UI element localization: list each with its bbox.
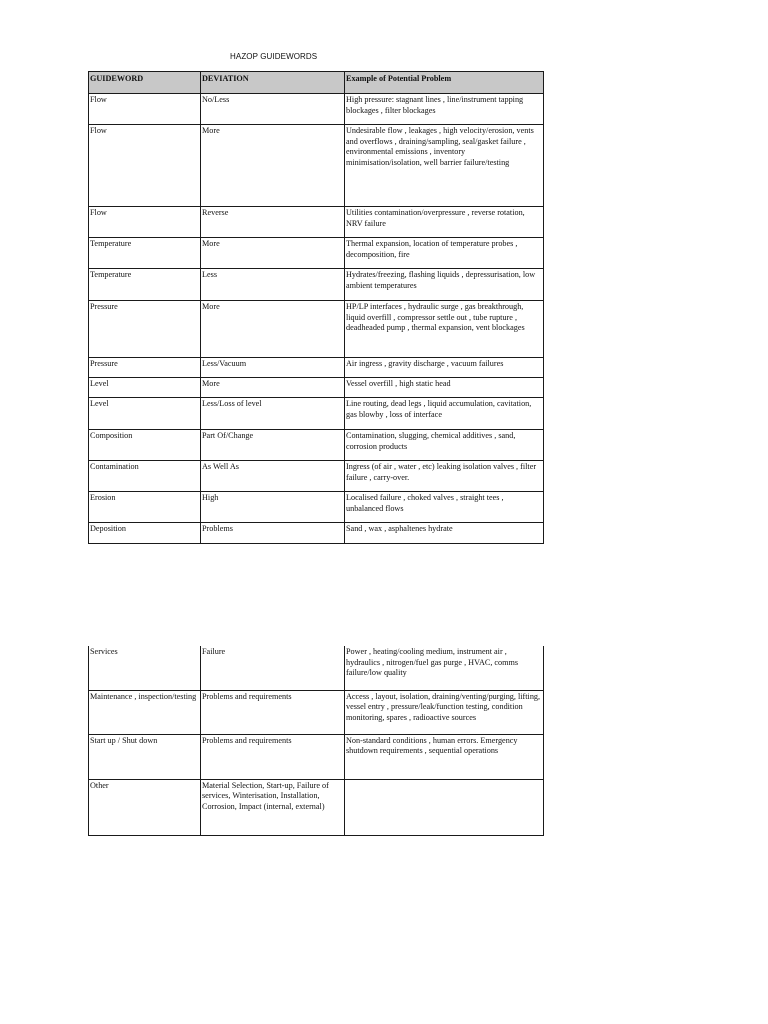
deviation-cell: Material Selection, Start-up, Failure of services, Winterisation, Installation, Corrosion, Impact (internal, external)	[201, 779, 345, 835]
guideword-cell: Flow	[89, 94, 201, 125]
table-row	[89, 779, 544, 835]
example-cell: Ingress (of air , water , etc) leaking isolation valves , filter failure , carry-over.	[345, 461, 544, 492]
guideword-cell: Temperature	[89, 269, 201, 301]
deviation-cell: More	[201, 125, 345, 207]
example-cell: Utilities contamination/overpressure , reverse rotation, NRV failure	[345, 207, 544, 238]
table-row	[89, 461, 544, 492]
guideword-cell: Start up / Shut down	[89, 734, 201, 779]
example-cell	[345, 779, 544, 835]
guideword-cell: Contamination	[89, 461, 201, 492]
example-cell: HP/LP interfaces , hydraulic surge , gas breakthrough, liquid overfill , compressor settle out , tube rupture , deadheaded pump , thermal expansion, vent blockages	[345, 301, 544, 358]
example-cell: Power , heating/cooling medium, instrument air , hydraulics , nitrogen/fuel gas purge , HVAC, comms failure/low quality	[345, 646, 544, 690]
guideword-cell: Level	[89, 378, 201, 398]
deviation-cell: Less/Loss of level	[201, 398, 345, 430]
table-row	[89, 378, 544, 398]
guideword-cell: Deposition	[89, 523, 201, 544]
hazop-guidewords-table-continued	[88, 646, 544, 836]
table-row	[89, 690, 544, 734]
example-cell: Localised failure , choked valves , straight tees , unbalanced flows	[345, 492, 544, 523]
table-row	[89, 301, 544, 358]
deviation-cell: Problems	[201, 523, 345, 544]
table-header-row	[89, 72, 544, 94]
table-row	[89, 269, 544, 301]
deviation-cell: Less/Vacuum	[201, 358, 345, 378]
table-row	[89, 646, 544, 690]
deviation-cell: High	[201, 492, 345, 523]
deviation-cell: Reverse	[201, 207, 345, 238]
table-row	[89, 523, 544, 544]
example-cell: Thermal expansion, location of temperature probes , decomposition, fire	[345, 238, 544, 269]
header-guideword: GUIDEWORD	[89, 72, 201, 94]
guideword-cell: Other	[89, 779, 201, 835]
example-cell: Contamination, slugging, chemical additives , sand, corrosion products	[345, 430, 544, 461]
table-row	[89, 492, 544, 523]
guideword-cell: Pressure	[89, 358, 201, 378]
example-cell: Vessel overfill , high static head	[345, 378, 544, 398]
hazop-guidewords-table	[88, 71, 544, 544]
guideword-cell: Composition	[89, 430, 201, 461]
example-cell: High pressure: stagnant lines , line/instrument tapping blockages , filter blockages	[345, 94, 544, 125]
table-row	[89, 734, 544, 779]
guideword-cell: Level	[89, 398, 201, 430]
example-cell: Line routing, dead legs , liquid accumulation, cavitation, gas blowby , loss of interface	[345, 398, 544, 430]
header-deviation: DEVIATION	[201, 72, 345, 94]
table-row	[89, 430, 544, 461]
guideword-cell: Flow	[89, 207, 201, 238]
deviation-cell: No/Less	[201, 94, 345, 125]
table-row	[89, 207, 544, 238]
deviation-cell: Problems and requirements	[201, 690, 345, 734]
header-example: Example of Potential Problem	[345, 72, 544, 94]
table-row	[89, 125, 544, 207]
example-cell: Hydrates/freezing, flashing liquids , depressurisation, low ambient temperatures	[345, 269, 544, 301]
example-cell: Access , layout, isolation, draining/venting/purging, lifting, vessel entry , pressure/leak/function testing, condition monitoring, spares , radioactive sources	[345, 690, 544, 734]
document-title: HAZOP GUIDEWORDS	[230, 52, 318, 61]
table-row	[89, 398, 544, 430]
deviation-cell: Failure	[201, 646, 345, 690]
example-cell: Sand , wax , asphaltenes hydrate	[345, 523, 544, 544]
guideword-cell: Flow	[89, 125, 201, 207]
deviation-cell: Less	[201, 269, 345, 301]
example-cell: Undesirable flow , leakages , high velocity/erosion, vents and overflows , draining/sampling, seal/gasket failure , environmental emissions , inventory minimisation/isolation, well barrier failure/testing	[345, 125, 544, 207]
deviation-cell: Problems and requirements	[201, 734, 345, 779]
deviation-cell: Part Of/Change	[201, 430, 345, 461]
deviation-cell: More	[201, 238, 345, 269]
guideword-cell: Temperature	[89, 238, 201, 269]
guideword-cell: Services	[89, 646, 201, 690]
deviation-cell: As Well As	[201, 461, 345, 492]
guideword-cell: Erosion	[89, 492, 201, 523]
example-cell: Air ingress , gravity discharge , vacuum failures	[345, 358, 544, 378]
guideword-cell: Pressure	[89, 301, 201, 358]
table-row	[89, 238, 544, 269]
example-cell: Non-standard conditions , human errors. Emergency shutdown requirements , sequential operations	[345, 734, 544, 779]
deviation-cell: More	[201, 378, 345, 398]
deviation-cell: More	[201, 301, 345, 358]
table-row	[89, 358, 544, 378]
table-row	[89, 94, 544, 125]
guideword-cell: Maintenance , inspection/testing	[89, 690, 201, 734]
